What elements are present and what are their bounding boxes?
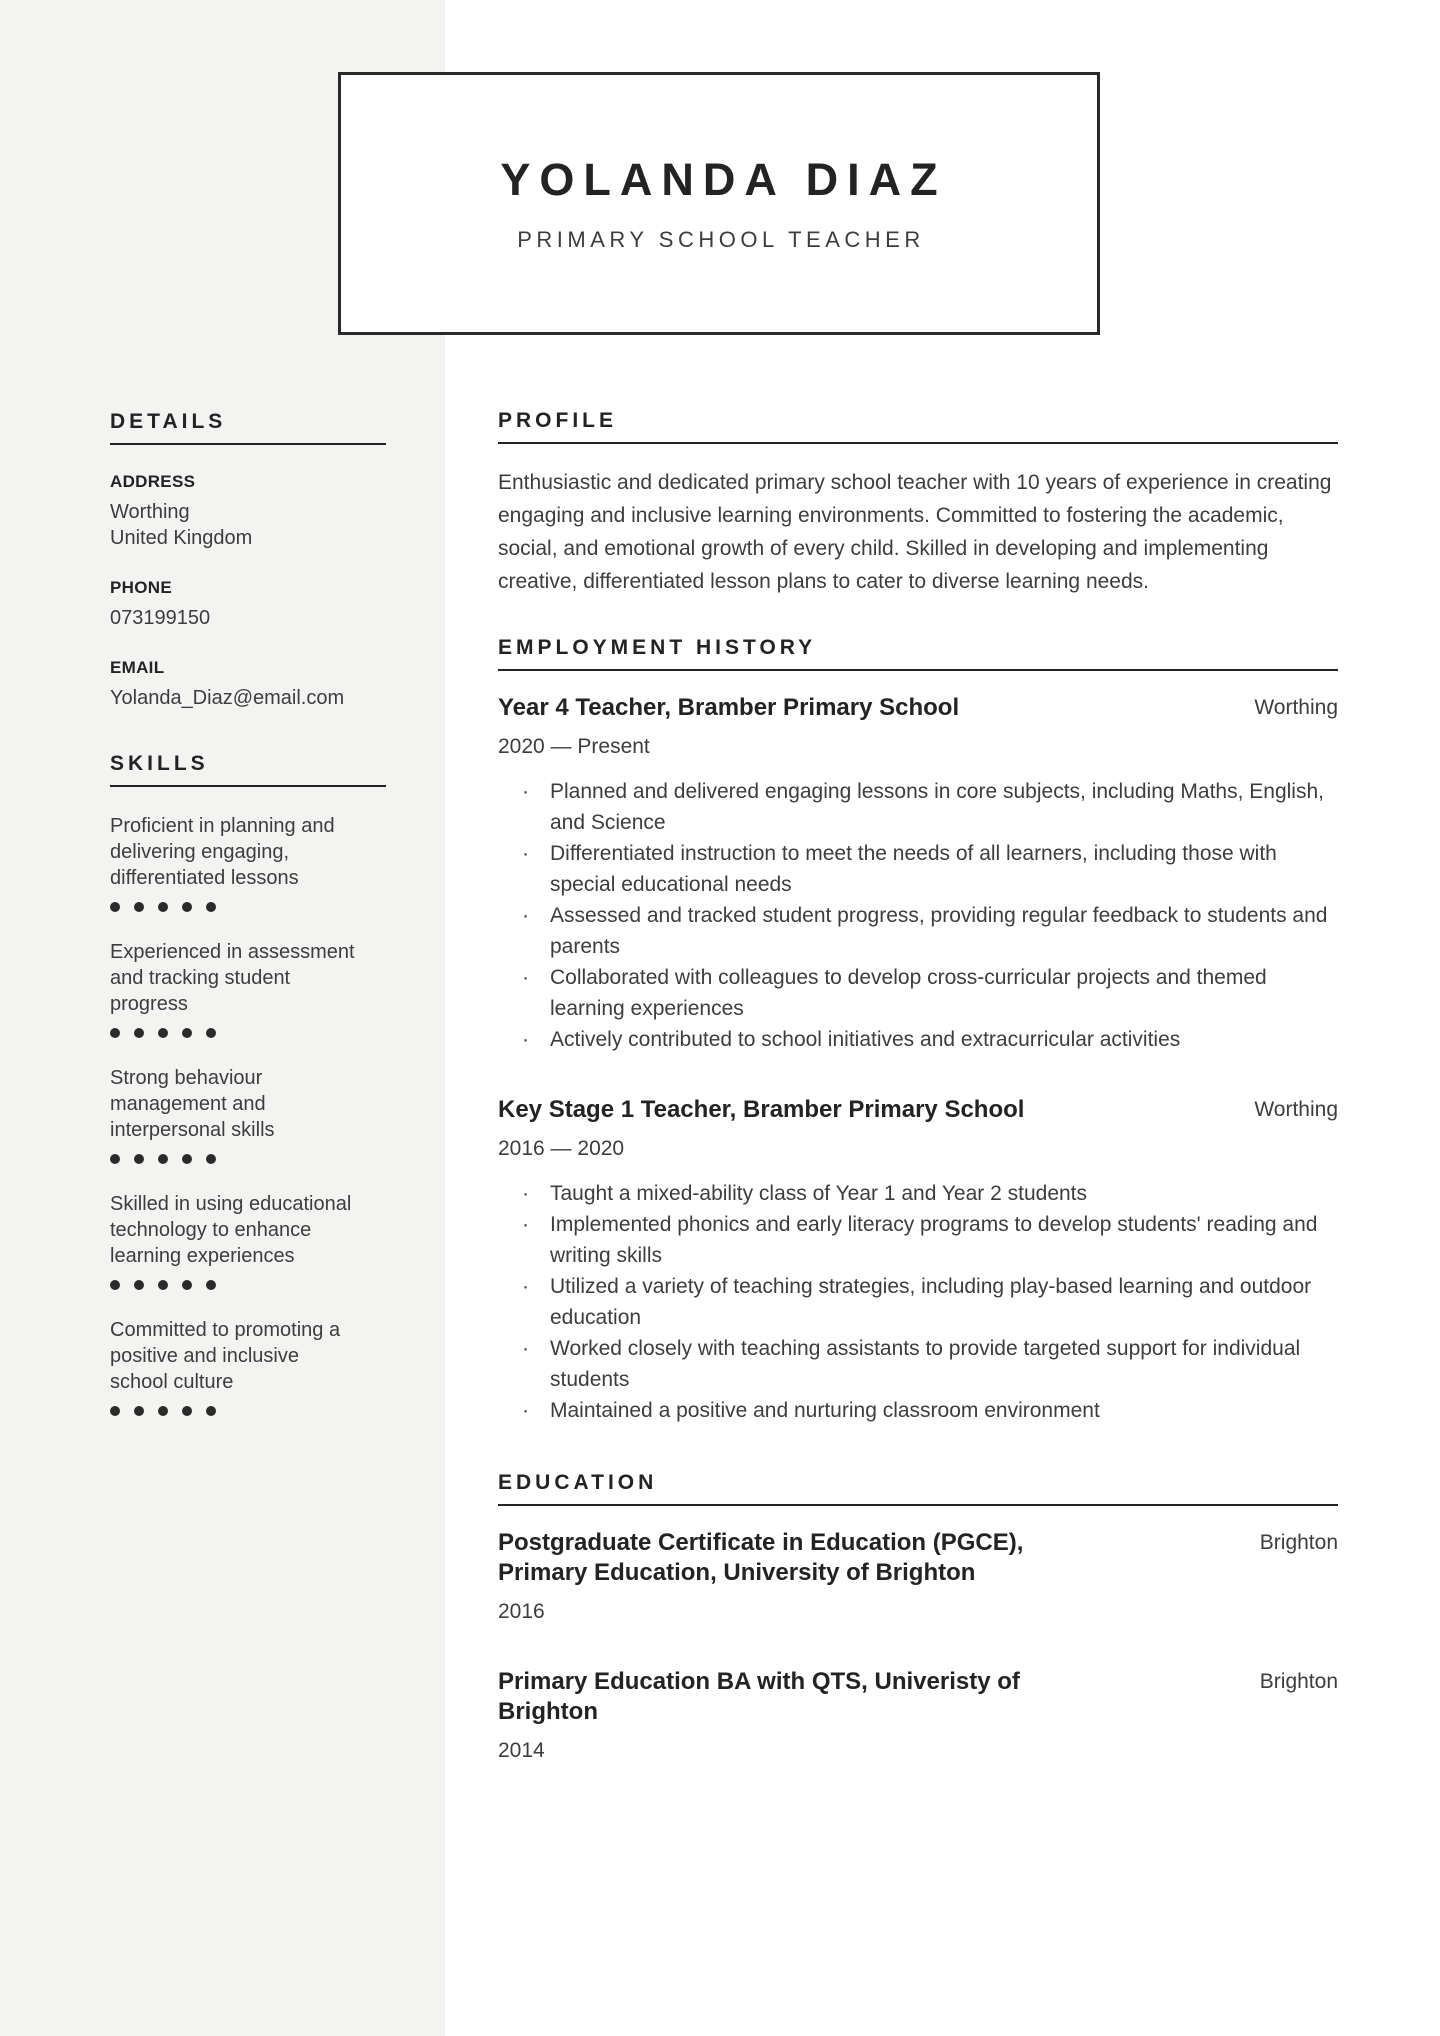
job-bullet: · Worked closely with teaching assistants to provide targeted support for individual students xyxy=(498,1333,1338,1395)
education-entry xyxy=(498,1528,1338,1627)
skill-text: Strong behaviour management and interpersonal skills xyxy=(110,1067,275,1141)
address-label: ADDRESS xyxy=(110,472,196,491)
skill-text: Proficient in planning and delivering engaging, differentiated lessons xyxy=(110,815,335,889)
skill-item xyxy=(110,1191,386,1287)
email-label: EMAIL xyxy=(110,658,165,677)
skill-item xyxy=(110,1317,386,1413)
skill-text: Experienced in assessment and tracking student progress xyxy=(110,941,355,1015)
address-value xyxy=(110,499,356,551)
job-bullet: · Utilized a variety of teaching strategies, including play-based learning and outdoor education xyxy=(498,1271,1338,1333)
education-year: 2016 xyxy=(498,1600,545,1623)
rating-dot xyxy=(134,902,144,912)
address-line-1: Worthing xyxy=(110,501,190,523)
education-location: Brighton xyxy=(1259,1670,1338,1693)
rating-dot xyxy=(110,1028,120,1038)
rating-dot xyxy=(182,1154,192,1164)
phone-label: PHONE xyxy=(110,578,172,597)
job-title: Year 4 Teacher, Bramber Primary School xyxy=(498,694,960,721)
job-bullet: · Collaborated with colleagues to develop cross-curricular projects and themed learning experiences xyxy=(498,962,1338,1024)
job-bullet: · Maintained a positive and nurturing classroom environment xyxy=(498,1395,1338,1426)
employment-section xyxy=(498,635,1338,1426)
skill-rating-dots xyxy=(110,899,386,909)
rating-dot xyxy=(134,1028,144,1038)
rating-dot xyxy=(206,1406,216,1416)
rating-dot xyxy=(134,1406,144,1416)
job-bullet: · Assessed and tracked student progress, providing regular feedback to students and parents xyxy=(498,900,1338,962)
education-section xyxy=(498,1470,1338,1766)
candidate-name: YOLANDA DIAZ xyxy=(500,154,947,205)
rating-dot xyxy=(182,902,192,912)
skill-item xyxy=(110,1065,386,1161)
rating-dot xyxy=(158,1406,168,1416)
rating-dot xyxy=(182,1406,192,1416)
job-bullets xyxy=(498,776,1338,1055)
main-column xyxy=(498,408,1338,1766)
skill-rating-dots xyxy=(110,1403,386,1413)
employment-heading: EMPLOYMENT HISTORY xyxy=(498,635,1338,671)
rating-dot xyxy=(158,902,168,912)
rating-dot xyxy=(182,1028,192,1038)
email-value: Yolanda_Diaz@email.com xyxy=(110,687,345,709)
rating-dot xyxy=(182,1280,192,1290)
skill-item xyxy=(110,939,386,1035)
job-entry xyxy=(498,1095,1338,1426)
rating-dot xyxy=(110,1406,120,1416)
profile-text: Enthusiastic and dedicated primary school teacher with 10 years of experience in creating engaging and inclusive learning environments. Committed to fostering the academic, social, and emotional growth of every child. Skilled in developing and implementing creative, differentiated lesson plans to cater to diverse learning needs. xyxy=(498,471,1332,593)
skill-rating-dots xyxy=(110,1151,386,1161)
details-heading: DETAILS xyxy=(110,409,386,445)
job-bullet: · Differentiated instruction to meet the needs of all learners, including those with special educational needs xyxy=(498,838,1338,900)
rating-dot xyxy=(134,1154,144,1164)
rating-dot xyxy=(134,1280,144,1290)
rating-dot xyxy=(110,902,120,912)
rating-dot xyxy=(110,1280,120,1290)
job-bullets xyxy=(498,1178,1338,1426)
job-bullet: · Implemented phonics and early literacy programs to develop students' reading and writing skills xyxy=(498,1209,1338,1271)
job-location: Worthing xyxy=(1254,696,1338,719)
rating-dot xyxy=(158,1028,168,1038)
job-entry xyxy=(498,693,1338,1055)
sidebar xyxy=(110,409,386,1443)
skill-text: Skilled in using educational technology to enhance learning experiences xyxy=(110,1193,352,1267)
job-bullet: · Taught a mixed-ability class of Year 1 and Year 2 students xyxy=(498,1178,1338,1209)
job-bullet: · Actively contributed to school initiatives and extracurricular activities xyxy=(498,1024,1338,1055)
rating-dot xyxy=(206,1028,216,1038)
skills-heading: SKILLS xyxy=(110,751,386,787)
job-dates: 2020 — Present xyxy=(498,735,650,758)
rating-dot xyxy=(206,1154,216,1164)
skill-text: Committed to promoting a positive and inclusive school culture xyxy=(110,1319,341,1393)
education-title: Postgraduate Certificate in Education (PGCE), Primary Education, University of Brighton xyxy=(498,1529,1024,1586)
education-location: Brighton xyxy=(1259,1531,1338,1554)
education-heading: EDUCATION xyxy=(498,1470,1338,1506)
education-entry xyxy=(498,1667,1338,1766)
candidate-job-title: PRIMARY SCHOOL TEACHER xyxy=(517,227,925,252)
name-box xyxy=(338,72,1100,335)
rating-dot xyxy=(206,902,216,912)
rating-dot xyxy=(110,1154,120,1164)
job-dates: 2016 — 2020 xyxy=(498,1137,625,1160)
education-title: Primary Education BA with QTS, Univeristy of Brighton xyxy=(498,1668,1020,1725)
phone-value: 073199150 xyxy=(110,607,211,629)
rating-dot xyxy=(158,1154,168,1164)
job-bullet: · Planned and delivered engaging lessons in core subjects, including Maths, English, and Science xyxy=(498,776,1338,838)
skill-rating-dots xyxy=(110,1277,386,1287)
address-line-2: United Kingdom xyxy=(110,527,253,549)
education-year: 2014 xyxy=(498,1739,545,1762)
profile-heading: PROFILE xyxy=(498,408,1338,444)
skill-rating-dots xyxy=(110,1025,386,1035)
rating-dot xyxy=(158,1280,168,1290)
job-title: Key Stage 1 Teacher, Bramber Primary School xyxy=(498,1096,1025,1123)
rating-dot xyxy=(206,1280,216,1290)
skill-item xyxy=(110,813,386,909)
job-location: Worthing xyxy=(1254,1098,1338,1121)
